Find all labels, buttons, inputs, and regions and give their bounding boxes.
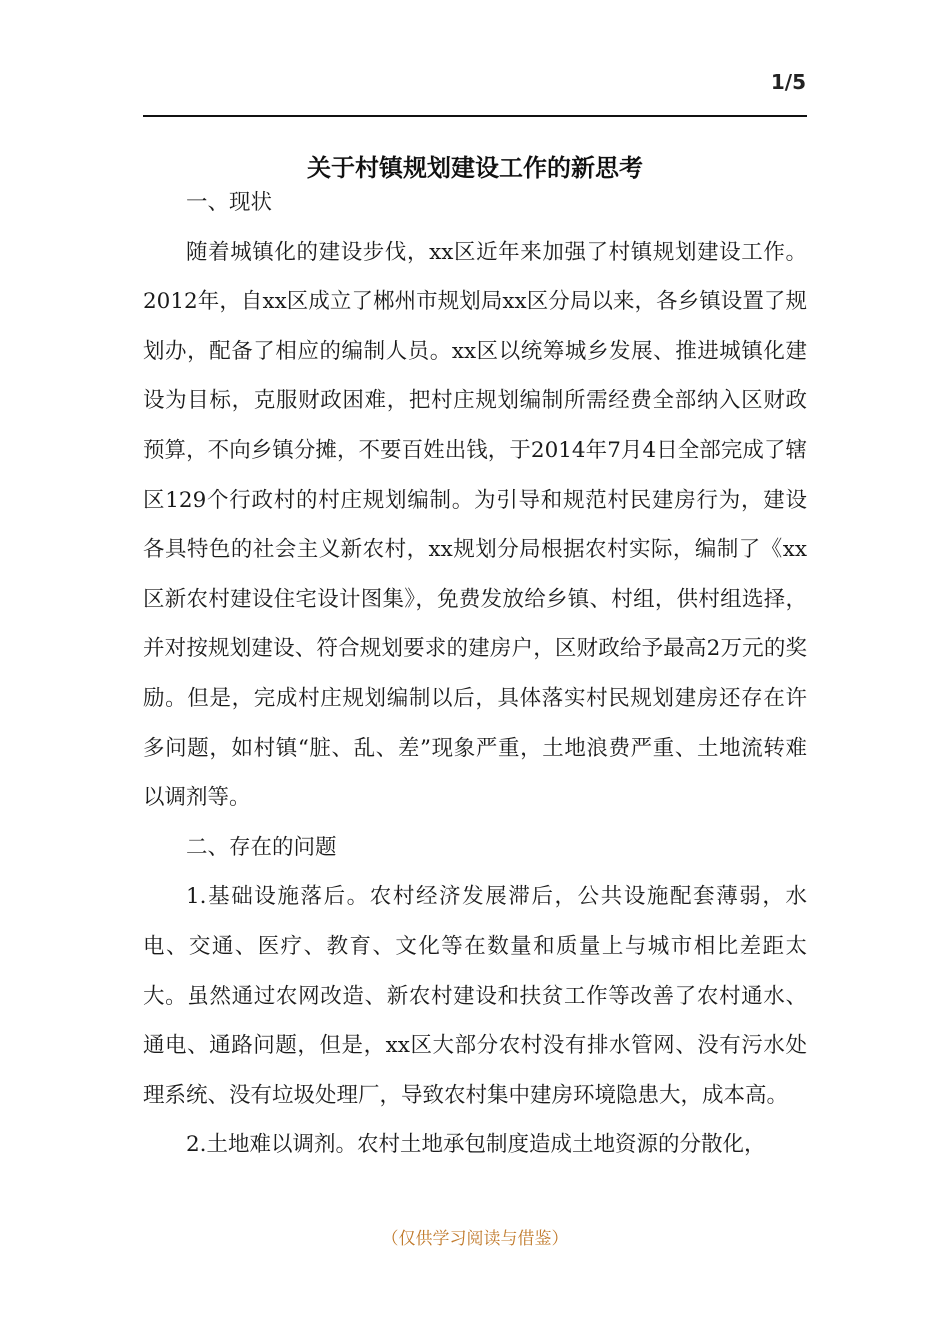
document-title: 关于村镇规划建设工作的新思考 (307, 154, 643, 183)
paragraph-status: 随着城镇化的建设步伐，xx区近年来加强了村镇规划建设工作。2012年，自xx区成立了郴州市规划局xx区分局以来，各乡镇设置了规划办，配备了相应的编制人员。xx区以统筹城乡发展、推进城镇化建设为目标，克服财政困难，把村庄规划编制所需经费全部纳入区财政预算，不向乡镇分摊，不要百姓出钱，于2014年7月4日全部完成了辖区129个行政村的村庄规划编制。为引导和规范村民建房行为，建设各具特色的社会主义新农村，xx规划分局根据农村实际，编制了《xx区新农村建设住宅设计图集》，免费发放给乡镇、村组，供村组选择，并对按规划建设、符合规划要求的建房户，区财政给予最高2万元的奖励。但是，完成村庄规划编制以后，具体落实村民规划建房还存在许多问题，如村镇“脏、乱、差”现象严重，土地浪费严重、土地流转难以调剂等。 (143, 239, 807, 811)
paragraph-problem-2: 2.土地难以调剂。农村土地承包制度造成土地资源的分散化， (186, 1132, 766, 1158)
page-number: 1/5 (770, 70, 806, 94)
section-heading-status: 一、现状 (186, 190, 273, 215)
document-body (143, 178, 807, 1170)
header-divider (143, 115, 807, 117)
paragraph-problem-1: 1.基础设施落后。农村经济发展滞后，公共设施配套薄弱，水电、交通、医疗、教育、文化等在数量和质量上与城市相比差距太大。虽然通过农网改造、新农村建设和扶贫工作等改善了农村通水、通电、通路问题，但是，xx区大部分农村没有排水管网、没有污水处理系统、没有垃圾处理厂，导致农村集中建房环境隐患大，成本高。 (143, 884, 807, 1108)
section-heading-problems: 二、存在的问题 (186, 834, 337, 860)
footer-note: （仅供学习阅读与借鉴） (381, 1229, 569, 1249)
